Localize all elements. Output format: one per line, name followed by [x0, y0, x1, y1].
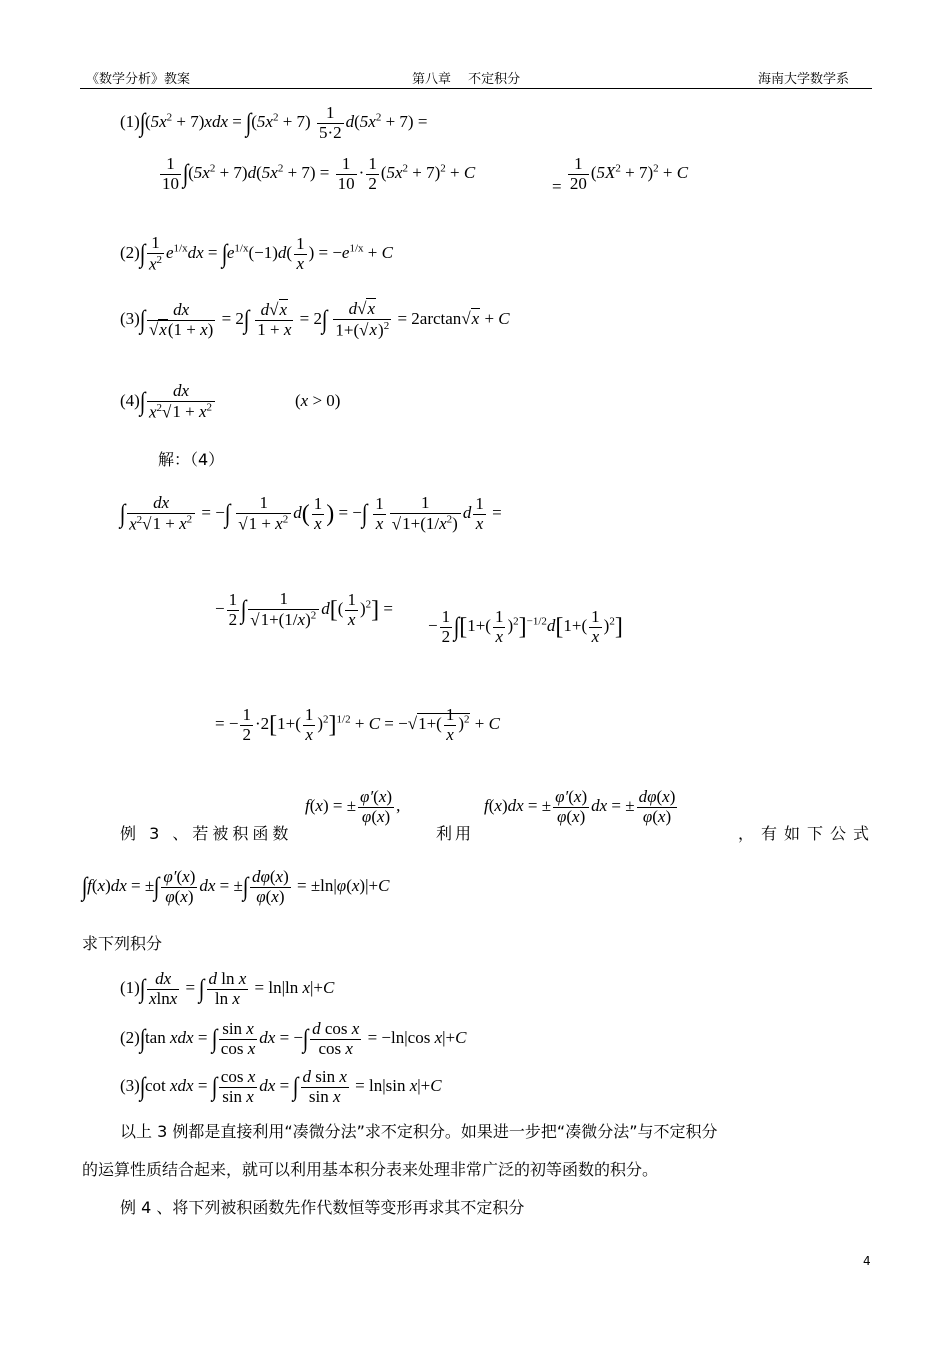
header-right: 海南大学数学系 — [758, 72, 850, 87]
equation-2: (2)∫ $\frac{1}{x^2}$ $e^{1/x}dx = \int e^{1/x}(-1)d$( $\frac{1}{x}$ ) = $-e^{1/x} + C$ — [120, 233, 393, 274]
solution-label: 解：（4） — [158, 450, 225, 469]
solution-step-1: ∫ $\frac{dx}{x^2√1 + x^2}$ = −∫ $\frac{1}{√1 + x^2}$ d( $\frac{1}{x}$ ) = −∫ $\frac{1}{x}$ $\frac{1}{√1+(1/x^2)}$ d $\frac{1}{x}$ = — [119, 493, 502, 534]
paragraph-1-line-1: 以上 3 例都是直接利用“凑微分法”求不定积分。如果进一步把“凑微分法”与不定积分 — [120, 1122, 718, 1141]
equation-3: (3)∫ $\frac{dx}{√x(1 + x)}$ = 2∫ $\frac{d√x}{1 + x}$ = 2∫ $\frac{d√x}{1+(√x)^2}$ = 2arctan√x + C — [120, 299, 510, 340]
header-rule — [80, 88, 872, 89]
example-3-tail: ，有如下公式 — [738, 824, 877, 843]
equation-1a: $(1)\int(5x^2 + 7)xdx = \int(5x^2 + 7)$ $\frac{1}{5\cdot 2}$ $d(5x^2 + 7)$ = — [120, 103, 428, 142]
exercise-heading: 求下列积分 — [82, 934, 163, 953]
exercise-1: (1)∫ $\frac{dx}{xlnx}$ = ∫ $\frac{\text{d ln x}}{\text{ln x}}$ = ln|ln x|+C — [120, 969, 335, 1008]
exercise-2: (2)∫tan xdx = ∫ $\frac{\text{sin x}}{\text{cos x}}$ dx = −∫ $\frac{\text{d cos x}}{\text{cos x}}$ = −ln|cos x|+C — [120, 1019, 467, 1058]
solution-step-2a: − $\frac{1}{2}$ ∫ $\frac{1}{√1+(1/x)^2}$ d[( $\frac{1}{x}$ )$^2$] = — [215, 589, 393, 630]
equation-1b: $\frac{1}{10}$ $\int(5x^2 + 7)d(5x^2 + 7)$ = $\frac{1}{10}$ · $\frac{1}{2}$ $(5x^2 + 7)^2 + C$ — [162, 154, 476, 193]
page-number: 4 — [863, 1254, 871, 1268]
equation-4: (4)∫ $\frac{dx}{x^2√1 + x^2}$ — [120, 382, 217, 422]
solution-step-2b: − $\frac{1}{2}$ ∫[1+( $\frac{1}{x}$ )$^2$]$^{-1/2}$d[1+( $\frac{1}{x}$ )$^2$] — [428, 607, 623, 646]
example-3-formula-1: f(x) = ± $\frac{\varphi'(x)}{\varphi(x)}$ , — [305, 787, 401, 826]
header-left: 《数学分析》教案 — [86, 72, 191, 87]
example-3-use: 利用 — [436, 824, 475, 843]
exercise-3: (3)∫cot xdx = ∫ $\frac{\text{cos x}}{\text{sin x}}$ dx = ∫ $\frac{\text{d sin x}}{\text{sin x}}$ = ln|sin x|+C — [120, 1067, 442, 1106]
header-center: 第八章 不定积分 — [412, 72, 521, 87]
equation-1c: = $\frac{1}{20}$ $(5X^2 + 7)^2 + C$ — [552, 154, 689, 197]
example-3-formula-2: f(x)dx = ± $\frac{\varphi'(x)}{\varphi(x)}$ dx = ± $\frac{d\varphi(x)}{\varphi(x)}$ — [484, 787, 676, 826]
equation-4-condition: (x > 0) — [295, 391, 341, 410]
example-3-intro: 例 3 、若被积函数 — [120, 824, 293, 843]
paragraph-2: 例 4 、将下列被积函数先作代数恒等变形再求其不定积分 — [120, 1198, 525, 1217]
general-formula: ∫f(x)dx = ±∫ $\frac{\varphi'(x)}{\varphi(x)}$ dx = ±∫ $\frac{d\varphi(x)}{\varphi(x)}$ = ±ln|φ(x)|+C — [81, 867, 390, 906]
solution-step-3: = − $\frac{1}{2}$ ·2[1+( $\frac{1}{x}$ )$^2$]$^{1/2}$ + C = −√1+( $\frac{1}{x}$ )$^2$ + C — [215, 705, 500, 744]
paragraph-1-line-2: 的运算性质结合起来，就可以利用基本积分表来处理非常广泛的初等函数的积分。 — [82, 1160, 659, 1179]
